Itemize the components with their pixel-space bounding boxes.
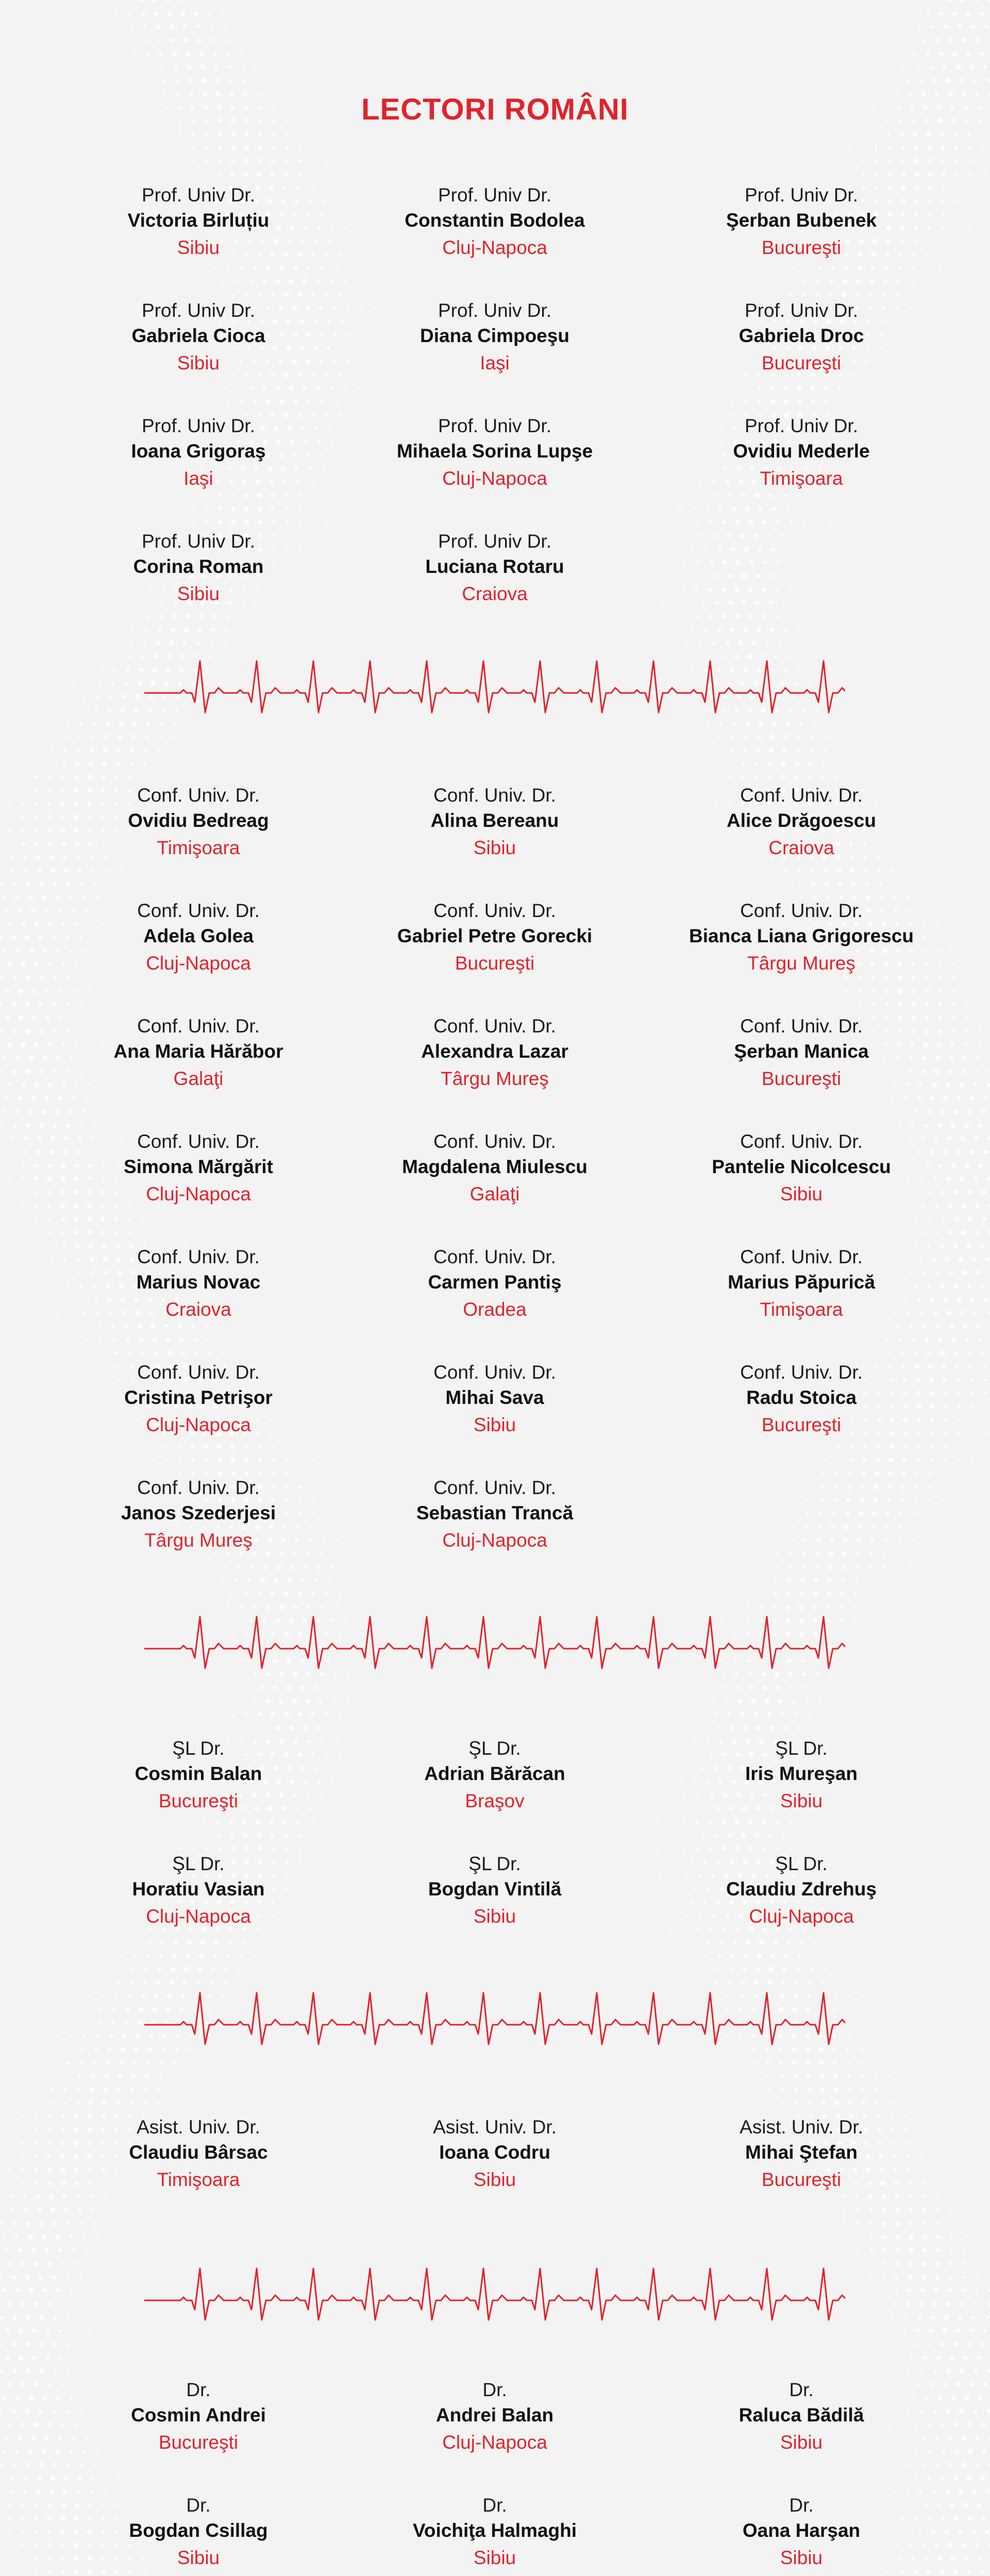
academic-title: Conf. Univ. Dr. [433, 1015, 556, 1037]
academic-title: ŞL Dr. [468, 1853, 521, 1874]
lecturer-card [657, 1129, 946, 1209]
lecturer-city: Bucureşti [761, 2169, 842, 2190]
academic-title: Prof. Univ Dr. [438, 531, 551, 552]
academic-title: ŞL Dr. [775, 1738, 828, 1759]
lecturer-city: Bucureşti [761, 237, 842, 258]
academic-title: Conf. Univ. Dr. [137, 1015, 260, 1037]
heartbeat-divider [144, 654, 845, 732]
lecturer-city: Cluj-Napoca [749, 1906, 854, 1927]
lecturer-card [350, 1476, 639, 1555]
lecturer-card [350, 2115, 639, 2194]
lecturer-card [657, 783, 946, 862]
lecturer-city: Cluj-Napoca [146, 1906, 251, 1927]
lecturer-card [54, 1360, 343, 1439]
academic-title: Asist. Univ. Dr. [137, 2116, 260, 2138]
lecturer-city: Timişoara [760, 1299, 843, 1320]
lecturer-city: Sibiu [177, 583, 220, 604]
lecturer-card [350, 1852, 639, 1931]
lecturer-name: Marius Novac [136, 1272, 261, 1293]
lecturer-city: Sibiu [780, 1790, 823, 1811]
lecturer-card [657, 414, 946, 493]
lecturer-city: Craiova [462, 583, 528, 604]
lecturer-city: Sibiu [177, 2547, 220, 2568]
lecturer-city: Braşov [465, 1790, 525, 1811]
lecturer-card [657, 899, 946, 978]
lecturer-city: Sibiu [177, 352, 220, 374]
heartbeat-line [144, 1617, 845, 1668]
lecturer-card [54, 1129, 343, 1209]
lecturer-name: Şerban Manica [734, 1041, 869, 1062]
lecturer-card [54, 298, 343, 378]
lecturer-card [350, 1736, 639, 1816]
lecturer-city: Sibiu [177, 237, 220, 258]
lecturer-city: Sibiu [473, 1414, 516, 1435]
academic-title: Dr. [482, 2379, 507, 2400]
academic-title: Prof. Univ Dr. [142, 415, 255, 436]
lecturer-name: Adrian Bărăcan [424, 1763, 565, 1784]
academic-title: Prof. Univ Dr. [745, 300, 858, 321]
lecturer-city: Târgu Mureş [441, 1068, 549, 1089]
lecturer-city: Târgu Mureş [747, 953, 855, 974]
lecturer-city: Sibiu [780, 2432, 823, 2453]
lecturer-city: Bucureşti [761, 1414, 842, 1435]
academic-title: ŞL Dr. [172, 1738, 225, 1759]
lecturer-card [54, 1014, 343, 1093]
lecturer-card [54, 1852, 343, 1931]
academic-title: Dr. [186, 2495, 211, 2516]
academic-title: Conf. Univ. Dr. [740, 1131, 863, 1152]
lecturer-name: Adela Golea [143, 925, 254, 946]
academic-title: Prof. Univ Dr. [438, 415, 551, 436]
heartbeat-line [144, 661, 845, 713]
academic-title: Prof. Univ Dr. [142, 300, 255, 321]
lecturer-name: Sebastian Trancă [416, 1502, 574, 1523]
lecturer-card [350, 899, 639, 978]
lecturer-card [657, 2493, 946, 2572]
lecturer-name: Cosmin Andrei [131, 2404, 266, 2426]
lecturer-name: Cristina Petrişor [124, 1387, 273, 1408]
lecturer-city: Cluj-Napoca [442, 1530, 547, 1551]
academic-title: Conf. Univ. Dr. [137, 900, 260, 921]
lecturer-name: Oana Harşan [742, 2520, 861, 2541]
lecturer-name: Ioana Grigoraş [131, 440, 266, 462]
academic-title: Conf. Univ. Dr. [137, 1477, 260, 1498]
lecturer-name: Claudiu Bârsac [129, 2142, 268, 2163]
academic-title: Dr. [186, 2379, 211, 2400]
lecturer-card [657, 2378, 946, 2457]
lecturer-name: Mihaela Sorina Lupşe [396, 440, 593, 462]
academic-title: Dr. [789, 2379, 814, 2400]
academic-title: Prof. Univ Dr. [745, 415, 858, 436]
academic-title: Asist. Univ. Dr. [433, 2116, 557, 2138]
lecturer-name: Bogdan Csillag [129, 2520, 268, 2541]
lecturer-card [350, 529, 639, 608]
lecturer-name: Voichiţa Halmaghi [413, 2520, 577, 2541]
academic-title: Conf. Univ. Dr. [433, 1131, 556, 1152]
lecturer-card [350, 414, 639, 493]
lecturer-card [350, 1245, 639, 1324]
lecturer-card [350, 1014, 639, 1093]
lecturer-city: Timişoara [157, 2169, 240, 2190]
lecturer-card [350, 1129, 639, 1209]
lecturer-card [54, 183, 343, 262]
lecturer-card [54, 414, 343, 493]
lecturer-city: Bucureşti [761, 352, 842, 374]
lecturer-name: Radu Stoica [746, 1387, 857, 1408]
lecturer-name: Constantin Bodolea [405, 210, 585, 231]
lecturer-card [54, 2115, 343, 2194]
lecturer-city: Iaşi [480, 352, 510, 374]
lecturer-name: Alexandra Lazar [421, 1041, 568, 1062]
lecturer-card [350, 1360, 639, 1439]
lecturer-city: Bucureşti [158, 1790, 239, 1811]
lecturer-card [657, 183, 946, 262]
academic-title: Prof. Univ Dr. [438, 300, 551, 321]
academic-title: Conf. Univ. Dr. [433, 1246, 556, 1267]
lecturer-city: Bucureşti [761, 1068, 842, 1089]
academic-title: ŞL Dr. [775, 1853, 828, 1874]
lecturer-name: Mihai Ştefan [745, 2142, 858, 2163]
lecturer-card [350, 2493, 639, 2572]
lecturer-city: Oradea [463, 1299, 527, 1320]
lecturer-card [54, 2493, 343, 2572]
academic-title: Dr. [789, 2495, 814, 2516]
lecturer-card [54, 1736, 343, 1816]
academic-title: Prof. Univ Dr. [142, 184, 255, 206]
lecturer-card [657, 1852, 946, 1931]
lecturer-card [657, 1014, 946, 1093]
lecturer-card [350, 298, 639, 378]
lecturer-name: Janos Szederjesi [121, 1502, 276, 1523]
lecturer-name: Victoria Birluțiu [127, 210, 270, 231]
lecturer-city: Târgu Mureş [144, 1530, 253, 1551]
lecturer-city: Craiova [768, 837, 834, 858]
lecturer-card [54, 899, 343, 978]
lecturer-city: Cluj-Napoca [442, 2432, 547, 2453]
academic-title: Conf. Univ. Dr. [137, 1362, 260, 1383]
academic-title: Conf. Univ. Dr. [433, 900, 556, 921]
lecturer-name: Carmen Pantiş [428, 1272, 562, 1293]
academic-title: Conf. Univ. Dr. [740, 900, 863, 921]
lecturer-city: Bucureşti [158, 2432, 239, 2453]
lecturer-name: Bianca Liana Grigorescu [689, 925, 914, 946]
lecturer-name: Corina Roman [133, 556, 264, 577]
lecturer-city: Galaţi [173, 1068, 224, 1089]
lecturer-name: Bogdan Vintilă [428, 1878, 562, 1900]
lecturer-city: Sibiu [473, 2547, 516, 2568]
academic-title: Conf. Univ. Dr. [137, 1246, 260, 1267]
lecturer-card [54, 1476, 343, 1555]
lecturer-city: Bucureşti [455, 953, 535, 974]
lecturer-name: Horatiu Vasian [132, 1878, 265, 1900]
academic-title: Conf. Univ. Dr. [740, 1246, 863, 1267]
lecturer-city: Iaşi [183, 468, 213, 489]
academic-title: Conf. Univ. Dr. [137, 785, 260, 806]
lecturer-card [657, 298, 946, 378]
lecturer-city: Sibiu [780, 1183, 823, 1205]
lecturer-name: Alice Drăgoescu [727, 810, 876, 831]
lecturer-card [54, 529, 343, 608]
academic-title: Asist. Univ. Dr. [740, 2116, 863, 2138]
lecturer-city: Cluj-Napoca [146, 953, 251, 974]
academic-title: Conf. Univ. Dr. [740, 1015, 863, 1037]
lecturer-name: Ovidiu Bedreag [128, 810, 269, 831]
lecturer-name: Mihai Sava [445, 1387, 544, 1408]
academic-title: Conf. Univ. Dr. [433, 1362, 556, 1383]
lecturer-card [54, 783, 343, 862]
lecturer-city: Craiova [165, 1299, 231, 1320]
lecturer-card [657, 1245, 946, 1324]
lecturer-city: Cluj-Napoca [146, 1183, 251, 1205]
lecturer-card [657, 1736, 946, 1816]
lecturer-city: Sibiu [473, 837, 516, 858]
academic-title: Prof. Univ Dr. [142, 531, 255, 552]
lecturer-name: Andrei Balan [435, 2404, 554, 2426]
lecturer-name: Ioana Codru [439, 2142, 550, 2163]
heartbeat-line [144, 1993, 845, 2044]
lecturer-city: Galaţi [469, 1183, 520, 1205]
lecturer-name: Gabriela Cioca [131, 325, 265, 346]
academic-title: Conf. Univ. Dr. [740, 1362, 863, 1383]
lecturer-city: Timişoara [157, 837, 240, 858]
lecturer-name: Claudiu Zdrehuş [726, 1878, 877, 1900]
academic-title: Conf. Univ. Dr. [137, 1131, 260, 1152]
lecturer-city: Cluj-Napoca [442, 468, 547, 489]
academic-title: ŞL Dr. [468, 1738, 521, 1759]
lecturer-city: Timişoara [760, 468, 843, 489]
lecturer-card [657, 1360, 946, 1439]
lecturer-name: Ovidiu Mederle [733, 440, 870, 462]
heartbeat-line [144, 2268, 845, 2320]
academic-title: Prof. Univ Dr. [745, 184, 858, 206]
heartbeat-divider [144, 1610, 845, 1687]
lecturer-name: Magdalena Miulescu [402, 1156, 588, 1177]
heartbeat-divider [144, 2262, 845, 2339]
academic-title: Dr. [482, 2495, 507, 2516]
lecturer-card [657, 2115, 946, 2194]
lecturer-card [350, 183, 639, 262]
lecturer-name: Şerban Bubenek [726, 210, 877, 231]
lecturer-card [54, 2378, 343, 2457]
lecturer-city: Cluj-Napoca [442, 237, 547, 258]
lecturer-name: Raluca Bădilă [739, 2404, 864, 2426]
lecturer-card [350, 783, 639, 862]
lecturer-name: Ana Maria Hărăbor [113, 1041, 283, 1062]
lecturer-name: Alina Bereanu [430, 810, 559, 831]
heartbeat-divider [144, 1986, 845, 2063]
lecturer-card [54, 1245, 343, 1324]
lecturer-city: Cluj-Napoca [146, 1414, 251, 1435]
lecturer-name: Pantelie Nicolcescu [712, 1156, 891, 1177]
lecturer-city: Sibiu [780, 2547, 823, 2568]
lecturer-name: Iris Mureşan [745, 1763, 858, 1784]
page-title: LECTORI ROMÂNI [361, 92, 629, 126]
academic-title: Conf. Univ. Dr. [433, 785, 556, 806]
lecturer-name: Cosmin Balan [135, 1763, 262, 1784]
lecturer-name: Marius Păpurică [728, 1272, 875, 1293]
lecturer-city: Sibiu [473, 1906, 516, 1927]
lecturer-name: Gabriel Petre Gorecki [397, 925, 593, 946]
academic-title: Prof. Univ Dr. [438, 184, 551, 206]
lecturer-city: Sibiu [473, 2169, 516, 2190]
lecturer-card [350, 2378, 639, 2457]
lecturer-name: Luciana Rotaru [425, 556, 564, 577]
academic-title: Conf. Univ. Dr. [740, 785, 863, 806]
academic-title: Conf. Univ. Dr. [433, 1477, 556, 1498]
lecturer-name: Gabriela Droc [739, 325, 864, 346]
lecturer-name: Simona Mărgărit [124, 1156, 273, 1177]
academic-title: ŞL Dr. [172, 1853, 225, 1874]
lecturer-name: Diana Cimpoeşu [420, 325, 569, 346]
